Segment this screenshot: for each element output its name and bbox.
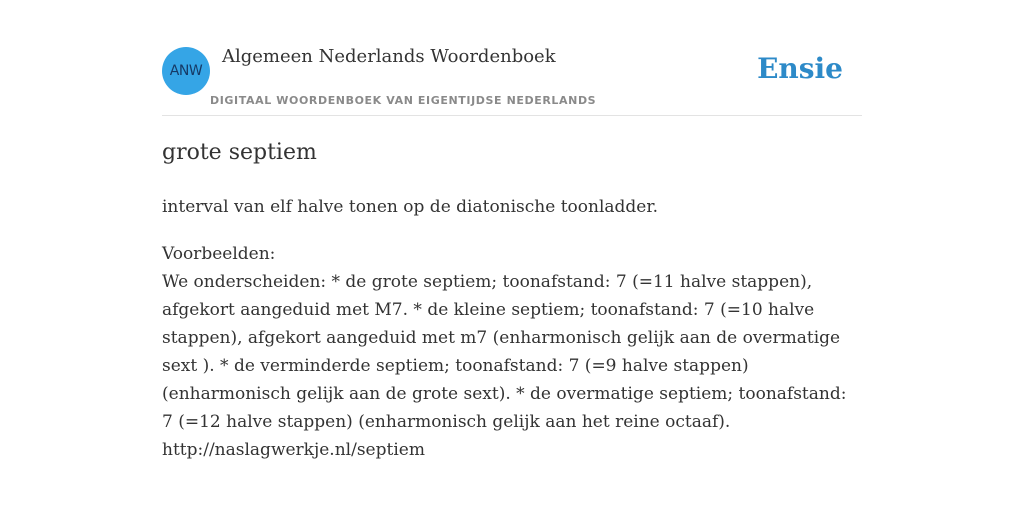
entry-definition: interval van elf halve tonen op de diatonische toonladder.	[162, 197, 659, 217]
site-header	[162, 0, 862, 116]
examples-label: Voorbeelden:	[162, 244, 276, 264]
examples-text: We onderscheiden: * de grote septiem; toonafstand: 7 (=11 halve stappen), afgekort aangeduid met M7. * de kleine septiem; toonafstand: 7 (=10 halve stappen), afgekort aangeduid met m7 (enharmonisch gelijk aan de overmatige sext ). * de verminderde septiem; toonafstand: 7 (=9 halve stappen) (enharmonisch gelijk aan de grote sext). * de overmatige septiem; toonafstand: 7 (=12 halve stappen) (enharmonisch gelijk aan het reine octaaf).	[162, 272, 847, 432]
ensie-brand-logo[interactable]: Ensie	[757, 52, 843, 85]
source-link[interactable]: http://naslagwerkje.nl/septiem	[162, 440, 425, 460]
anw-logo[interactable]: ANW	[162, 47, 210, 95]
examples-section	[162, 240, 862, 464]
site-subtitle: DIGITAAL WOORDENBOEK VAN EIGENTIJDSE NEDERLANDS	[210, 94, 597, 107]
page	[162, 0, 862, 512]
entry-title: grote septiem	[162, 140, 317, 165]
site-title[interactable]: Algemeen Nederlands Woordenboek	[222, 46, 556, 67]
